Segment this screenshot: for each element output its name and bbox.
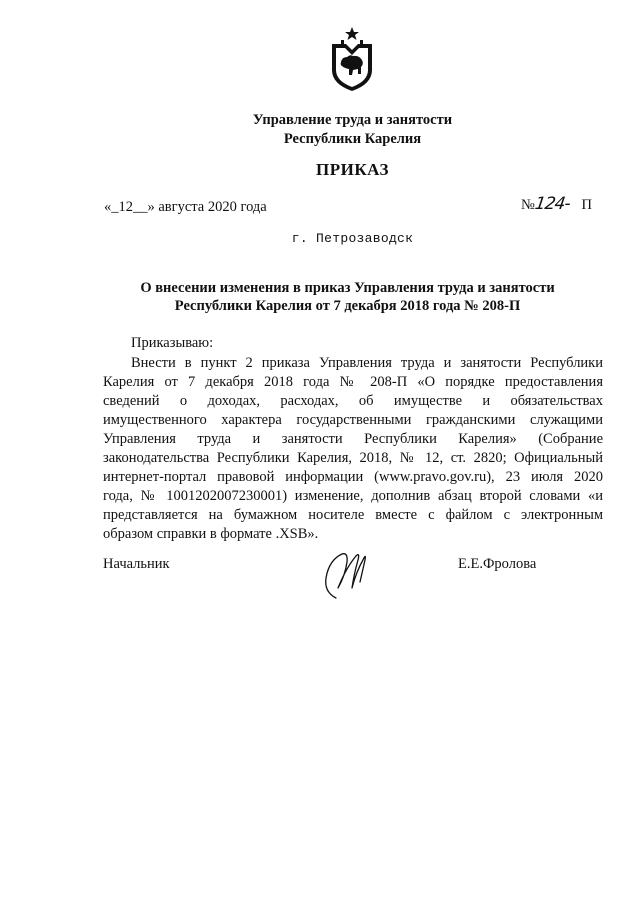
body-line: законодательства Республики Карелия, 2018, № 12, ст. 2820; Официальный [103, 450, 603, 466]
body-line: имущественного характера государственными гражданскими служащими [103, 412, 603, 428]
document-number [521, 194, 592, 214]
body-line: образом справки в формате .XSB». [103, 526, 319, 542]
document-title-line-2: Республики Карелия от 7 декабря 2018 года № 208-П [174, 298, 521, 314]
document-title-line-1: О внесении изменения в приказ Управления труда и занятости [140, 280, 555, 296]
body-line: Управления труда и занятости Республики Карелия» (Собрание [103, 431, 603, 447]
document-date: «_12__» августа 2020 года [104, 199, 267, 215]
order-word: Приказываю: [131, 335, 214, 351]
body-line: представляется на бумажном носителе вместе с файлом с электронным [103, 507, 603, 523]
document-type: ПРИКАЗ [316, 160, 389, 179]
body-line: Внести в пункт 2 приказа Управления труда и занятости Республики [131, 355, 603, 371]
organization-name-line-1: Управление труда и занятости [252, 112, 453, 128]
body-line: Карелия от 7 декабря 2018 года № 208-П «О порядке предоставления [103, 374, 603, 390]
signature-icon [316, 548, 372, 600]
organization-name-line-2: Республики Карелия [283, 131, 422, 147]
number-prefix: № [521, 197, 535, 213]
coat-of-arms-icon [326, 26, 378, 92]
city: г. Петрозаводск [291, 231, 414, 246]
body-line: интернет-портал правовой информации (www.pravo.gov.ru), 23 июля 2020 [103, 469, 603, 485]
body-line: года, № 1001202007230001) изменение, дополнив абзац второй словами «и [103, 488, 603, 504]
signatory-title: Начальник [103, 556, 170, 572]
number-suffix: П [581, 197, 592, 213]
signatory-name: Е.Е.Фролова [458, 556, 537, 572]
body-line: сведений о доходах, расходах, об имуществе и обязательствах [103, 393, 603, 409]
number-handwritten: 124- [533, 194, 571, 214]
